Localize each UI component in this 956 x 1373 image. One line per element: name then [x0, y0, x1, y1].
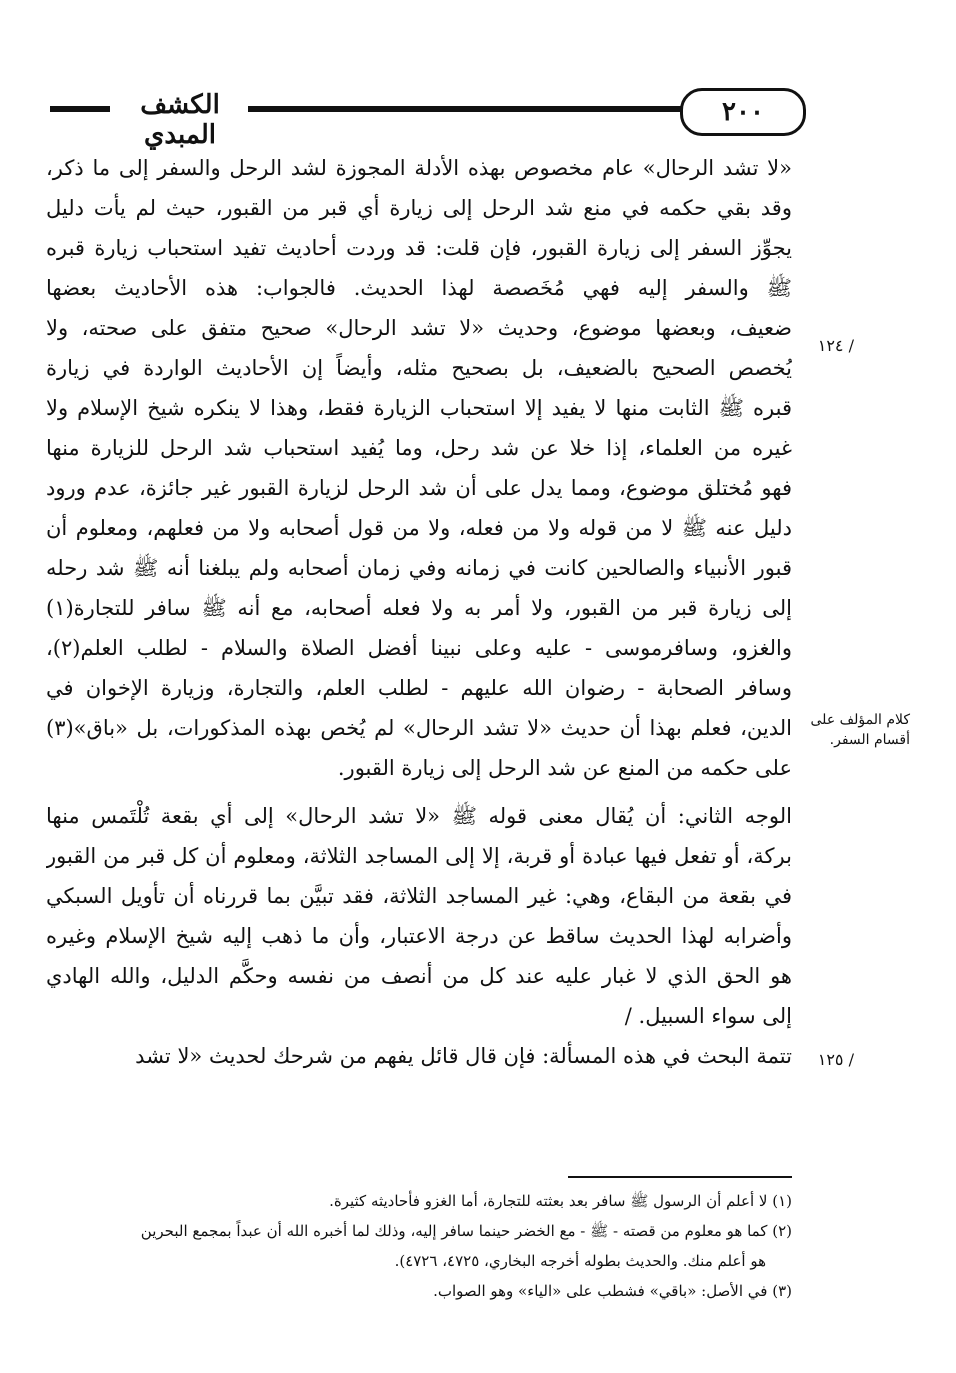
margin-note-travel-types: كلام المؤلف على أقسام السفر.: [810, 712, 910, 748]
book-title: الكشف المبدي: [140, 90, 220, 150]
text-line: الدين، فعلم بهذا أن حديث «لا تشد الرحال» لم يُخص بهذه المذكورات، بل «باق»(٣): [46, 716, 792, 740]
main-text: [46, 148, 792, 1076]
text-line: غيره من العلماء، إذا خلا عن شد رحل، وما يُفيد استحباب شد الرحل للزيارة منها: [46, 436, 792, 460]
text-line: على حكمه من المنع عن شد الرحل إلى زيارة القبور.: [337, 756, 792, 780]
text-line: إلى زيارة قبر من القبور، ولا أمر به ولا فعله أصحابه، مع أنه ﷺ سافر للتجارة(١): [46, 596, 792, 620]
text-line: وسافر الصحابة - رضوان الله عليهم - لطلب العلم، والتجارة، وزيارة الإخوان في: [46, 676, 792, 700]
text-line: تتمة البحث في هذه المسألة: فإن قال قائل يفهم من شرحك لحديث «لا تشد: [135, 1044, 792, 1068]
text-line: والغزو، وسافرموسى - عليه وعلى نبينا أفضل الصلاة والسلام - لطلب العلم(٢)،: [46, 636, 792, 660]
text-line: يجوِّز السفر إلى زيارة القبور، فإن قلت: قد وردت أحاديث تفيد استحباب زيارة قبره: [46, 236, 792, 260]
text-line: «لا تشد الرحال» عام مخصوص بهذه الأدلة المجوزة لشد الرحل والسفر إلى ما ذكر،: [46, 156, 792, 180]
text-line: فهو مُختلق موضوع، ومما يدل على أن شد الرحل لزيارة القبور غير جائزة، عدم ورود: [46, 476, 792, 500]
page-number: ٢٠٠: [680, 88, 806, 136]
text-line: ﷺ والسفر إليه فهي مُخَصصة لهذا الحديث. فالجواب: هذه الأحاديث بعضها: [46, 276, 792, 300]
text-line: قبره ﷺ الثابت منها لا يفيد إلا استحباب الزيارة فقط، وهذا لا ينكره شيخ الإسلام ولا: [46, 396, 792, 420]
footnotes: [56, 1186, 792, 1306]
margin-page-marker-124: / ١٢٤: [817, 336, 854, 355]
footnote-1: (١) لا أعلم أن الرسول ﷺ سافر بعد بعثته للتجارة، أما الغزو فأحاديثه كثيرة.: [329, 1192, 792, 1210]
text-line: ضعيف، وبعضها موضوع، وحديث «لا تشد الرحال» صحيح متفق على صحته، ولا: [46, 316, 792, 340]
text-line: في بقعة من البقاع، وهي: غير المساجد الثلاثة، فقد تبيَّن بما قررناه أن تأويل السبكي: [46, 884, 792, 908]
text-line: الوجه الثاني: أن يُقال معنى قوله ﷺ «لا تشد الرحال» إلى أي بقعة تُلْتَمس منها: [46, 804, 792, 828]
text-line: قبور الأنبياء والصالحين كانت في زمانه وفي زمان أصحابه ولم يبلغنا أنه ﷺ شد رحله: [46, 556, 792, 580]
header-rule-middle: [248, 106, 720, 112]
footnote-separator: [568, 1176, 792, 1178]
text-line: وأضرابه لهذا الحديث ساقط عن درجة الاعتبار، وأن ما ذهب إليه شيخ الإسلام وغيره: [46, 924, 792, 948]
footnote-3: (٣) في الأصل: «باقي» فشطب على «الياء» وهو الصواب.: [433, 1282, 792, 1300]
paragraph-gap: [46, 788, 792, 796]
footnote-2: (٢) كما هو معلوم من قصته - ﷺ - مع الخضر حينما سافر إليه، وذلك لما أخبره الله أن عبداً بمجمع البحرين: [140, 1222, 792, 1240]
text-line: وقد بقي حكمه في منع شد الرحل إلى زيارة أي قبر من القبور، حيث لم يأت دليل: [46, 196, 792, 220]
text-line: إلى سواء السبيل. /: [624, 1004, 792, 1028]
text-line: دليل عنه ﷺ لا من قوله ولا من فعله، ولا من قول أصحابه ولا من فعلهم، ومعلوم أن: [46, 516, 792, 540]
text-line: هو الحق الذي لا غبار عليه عند كل من أنصف من نفسه وحكَّم الدليل، والله الهادي: [46, 964, 792, 988]
header-rule-left: [50, 106, 110, 112]
footnote-2-continued: هو أعلم منك. والحديث بطوله أخرجه البخاري، ٤٧٢٥، ٤٧٢٦).: [394, 1252, 766, 1270]
margin-page-marker-125: / ١٢٥: [817, 1050, 854, 1069]
text-line: يُخصص الصحيح بالضعيف، بل بصحيح مثله، وأيضاً إن الأحاديث الواردة في زيارة: [46, 356, 792, 380]
page-header: [50, 84, 796, 150]
text-line: بركة، أو تفعل فيها عبادة أو قربة، إلا إلى المساجد الثلاثة، ومعلوم أن كل قبر من القبور: [46, 844, 792, 868]
